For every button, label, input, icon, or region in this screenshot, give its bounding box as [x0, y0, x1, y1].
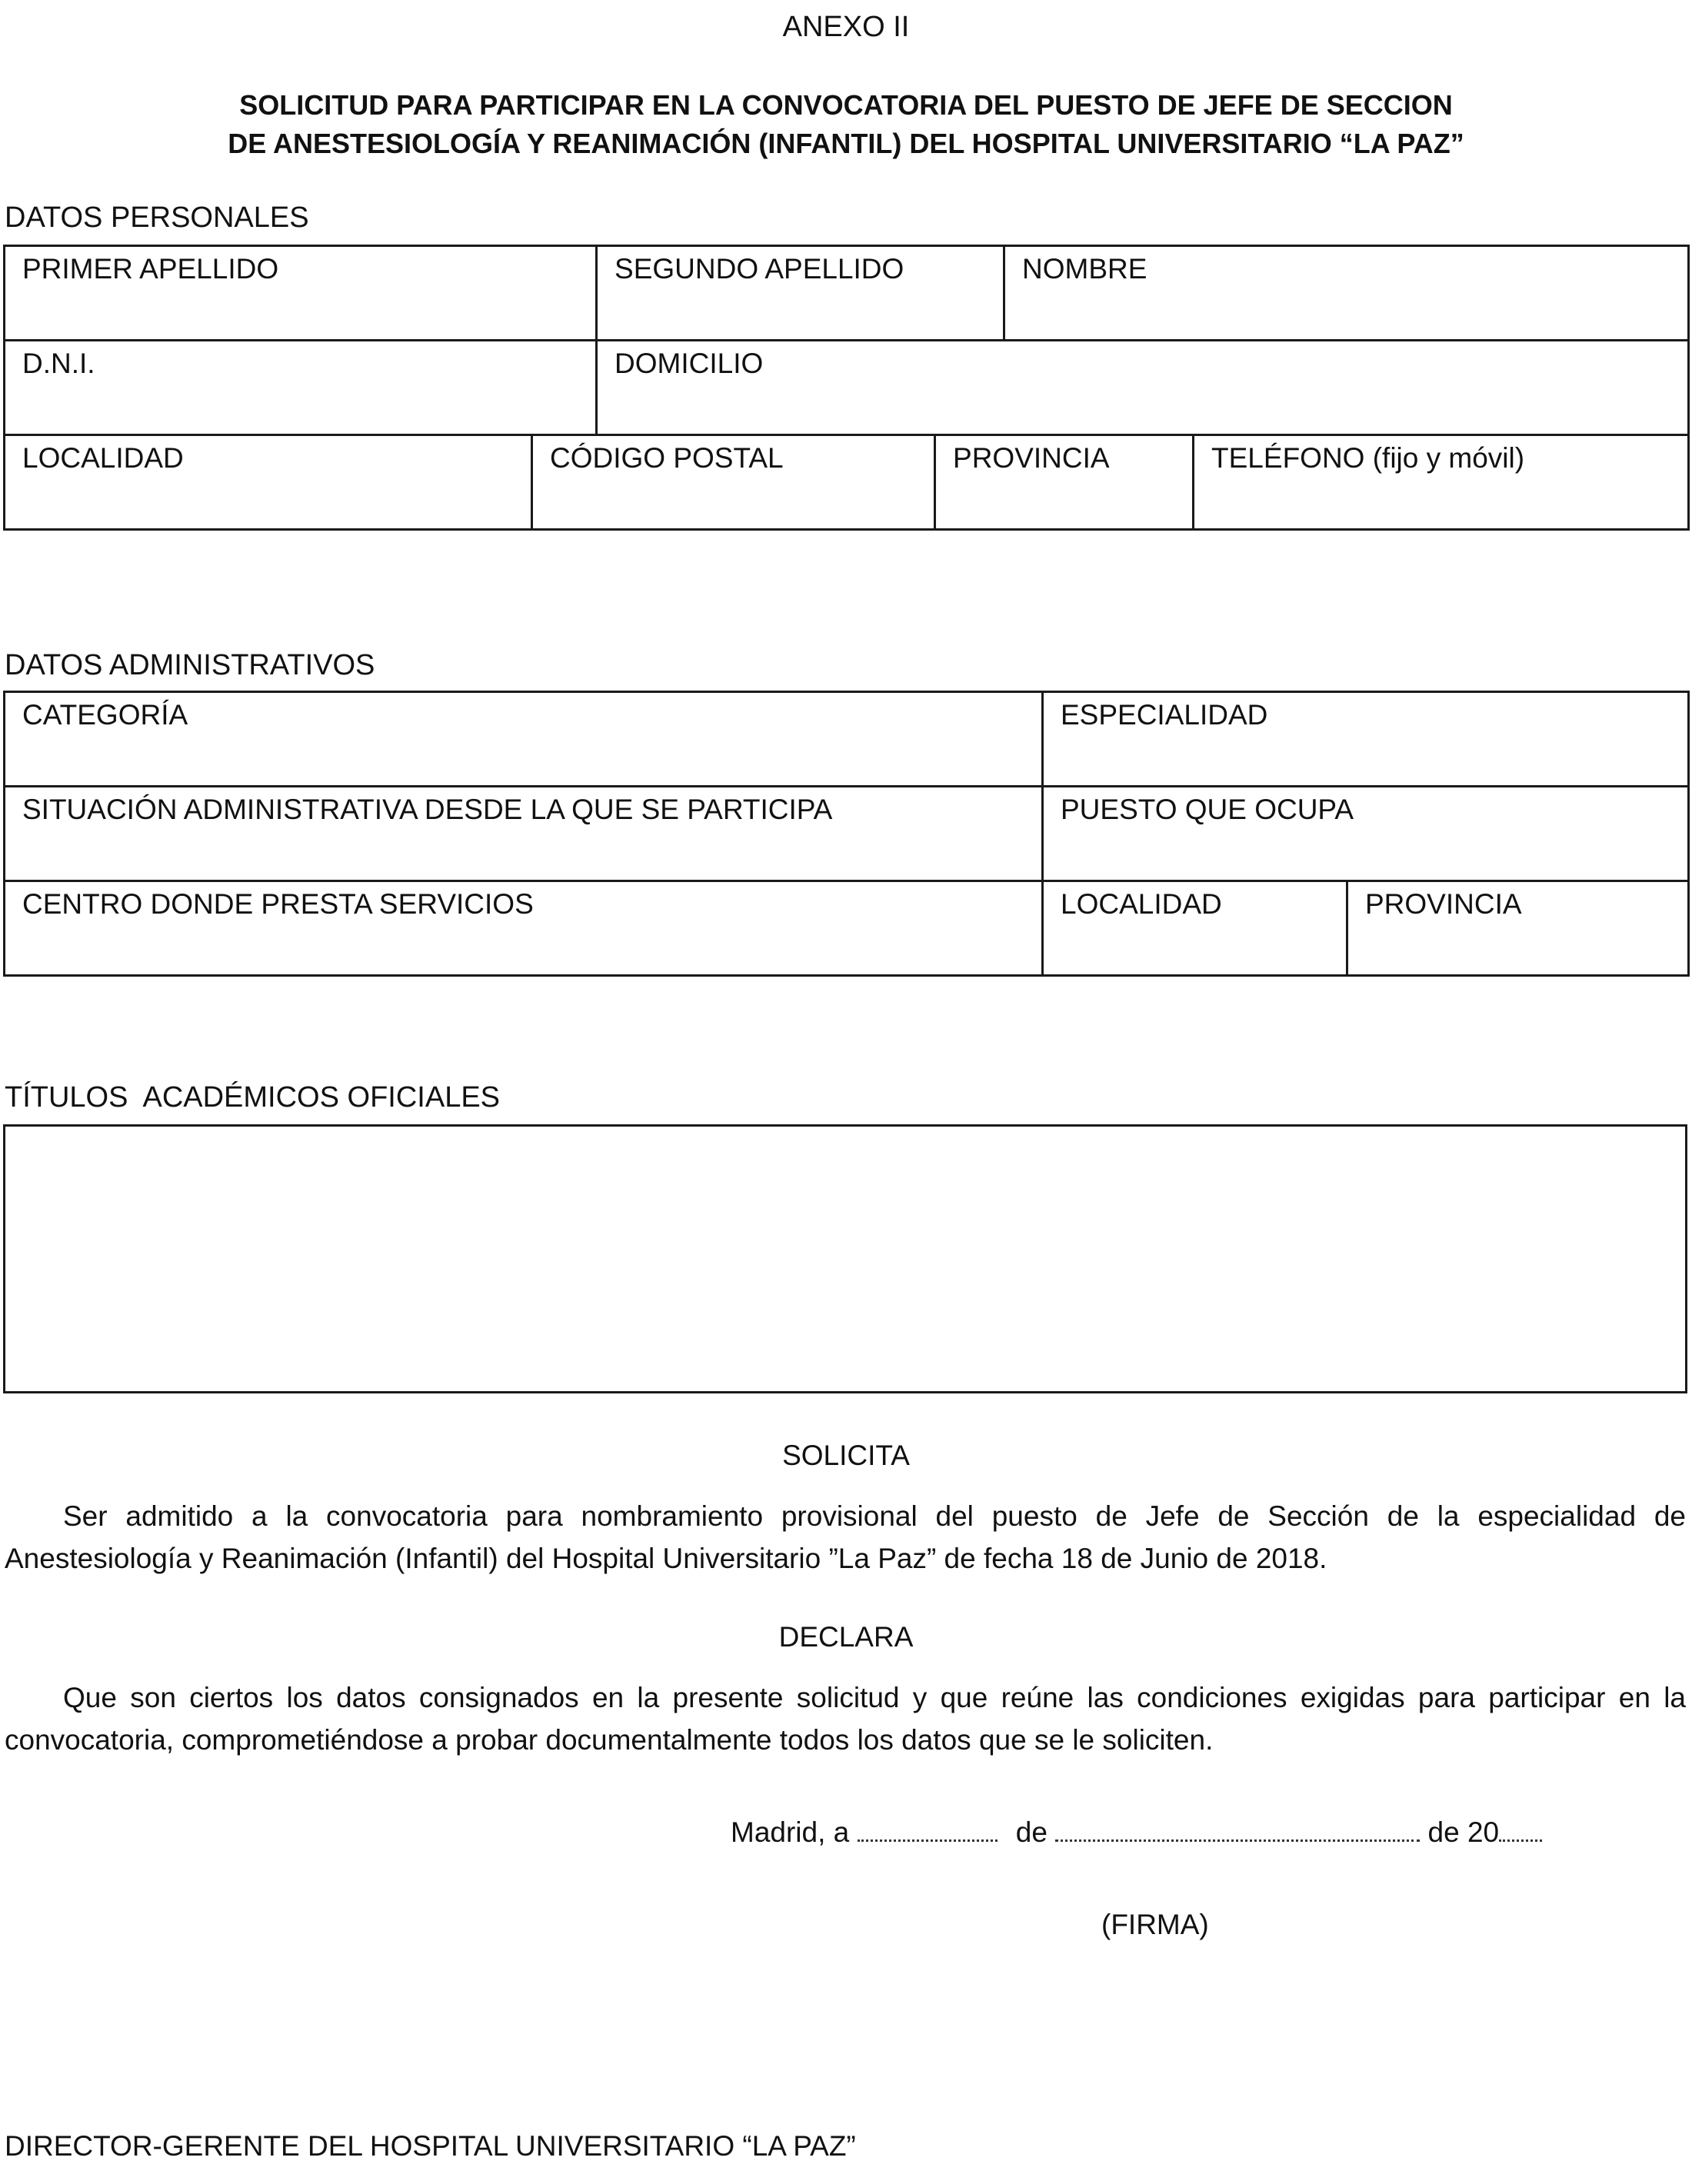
solicita-paragraph: Ser admitido a la convocatoria para nombramiento provisional del puesto de Jefe de Sección de la especialidad de Anestesiología y Reanimación (Infantil) del Hospital Universitario ”La Paz” de fecha 18 de Junio de 2018.: [5, 1500, 1686, 1574]
nombre-field[interactable]: [1004, 246, 1689, 341]
puesto-label: PUESTO QUE OCUPA: [1061, 794, 1354, 825]
provincia-field[interactable]: [935, 435, 1194, 530]
month-blank[interactable]: [1055, 1816, 1420, 1842]
provincia-label: PROVINCIA: [953, 442, 1110, 474]
localidad-field[interactable]: [5, 435, 532, 530]
dni-field[interactable]: [5, 341, 597, 435]
declara-heading: DECLARA: [778, 1621, 914, 1653]
document-title-line-1: SOLICITUD PARA PARTICIPAR EN LA CONVOCATORIA DEL PUESTO DE JEFE DE SECCION: [239, 89, 1453, 121]
personal-data-table: [3, 245, 1690, 531]
date-place-label: Madrid, a: [731, 1816, 850, 1848]
segundo-apellido-label: SEGUNDO APELLIDO: [615, 253, 904, 285]
telefono-label: TELÉFONO (fijo y móvil): [1211, 442, 1525, 474]
centro-field[interactable]: [5, 881, 1043, 976]
domicilio-field[interactable]: [597, 341, 1689, 435]
titulos-heading: TÍTULOS ACADÉMICOS OFICIALES: [5, 1081, 501, 1114]
codigo-postal-label: CÓDIGO POSTAL: [550, 442, 784, 474]
solicita-heading: SOLICITA: [782, 1440, 910, 1471]
domicilio-label: DOMICILIO: [615, 348, 764, 379]
titulos-field[interactable]: [3, 1124, 1687, 1393]
document-title-line-2: DE ANESTESIOLOGÍA Y REANIMACIÓN (INFANTIL) DEL HOSPITAL UNIVERSITARIO “LA PAZ”: [228, 128, 1464, 159]
admin-localidad-label: LOCALIDAD: [1061, 888, 1222, 920]
administrative-data-table: [3, 691, 1690, 977]
categoria-field[interactable]: [5, 692, 1043, 787]
date-de-label-2: de 20: [1427, 1816, 1500, 1848]
admin-provincia-label: PROVINCIA: [1365, 888, 1522, 920]
signature-label: (FIRMA): [1101, 1909, 1209, 1940]
situacion-administrativa-label: SITUACIÓN ADMINISTRATIVA DESDE LA QUE SE PARTICIPA: [22, 794, 833, 825]
recipient-line: DIRECTOR-GERENTE DEL HOSPITAL UNIVERSITARIO “LA PAZ”: [5, 2130, 856, 2162]
categoria-label: CATEGORÍA: [22, 699, 188, 731]
date-de-label-1: de: [1015, 1816, 1048, 1848]
document-title: [0, 86, 1692, 163]
declara-paragraph: Que son ciertos los datos consignados en la presente solicitud y que reúne las condiciones exigidas para participar en la convocatoria, comprometiéndose a probar documentalmente todos los datos que se le soliciten.: [5, 1682, 1686, 1756]
year-blank[interactable]: [1499, 1816, 1542, 1842]
localidad-label: LOCALIDAD: [22, 442, 184, 474]
telefono-field[interactable]: [1194, 435, 1689, 530]
primer-apellido-label: PRIMER APELLIDO: [22, 253, 279, 285]
especialidad-field[interactable]: [1043, 692, 1689, 787]
admin-provincia-field[interactable]: [1347, 881, 1689, 976]
day-blank[interactable]: [858, 1816, 998, 1842]
personal-data-heading: DATOS PERSONALES: [5, 201, 309, 234]
situacion-administrativa-field[interactable]: [5, 787, 1043, 881]
admin-localidad-field[interactable]: [1043, 881, 1347, 976]
centro-label: CENTRO DONDE PRESTA SERVICIOS: [22, 888, 534, 920]
codigo-postal-field[interactable]: [532, 435, 935, 530]
segundo-apellido-field[interactable]: [597, 246, 1004, 341]
dni-label: D.N.I.: [22, 348, 95, 379]
date-line: [731, 1816, 1542, 1849]
nombre-label: NOMBRE: [1022, 253, 1147, 285]
administrative-data-heading: DATOS ADMINISTRATIVOS: [5, 649, 375, 681]
annex-title: ANEXO II: [782, 11, 910, 43]
especialidad-label: ESPECIALIDAD: [1061, 699, 1268, 731]
primer-apellido-field[interactable]: [5, 246, 597, 341]
puesto-field[interactable]: [1043, 787, 1689, 881]
